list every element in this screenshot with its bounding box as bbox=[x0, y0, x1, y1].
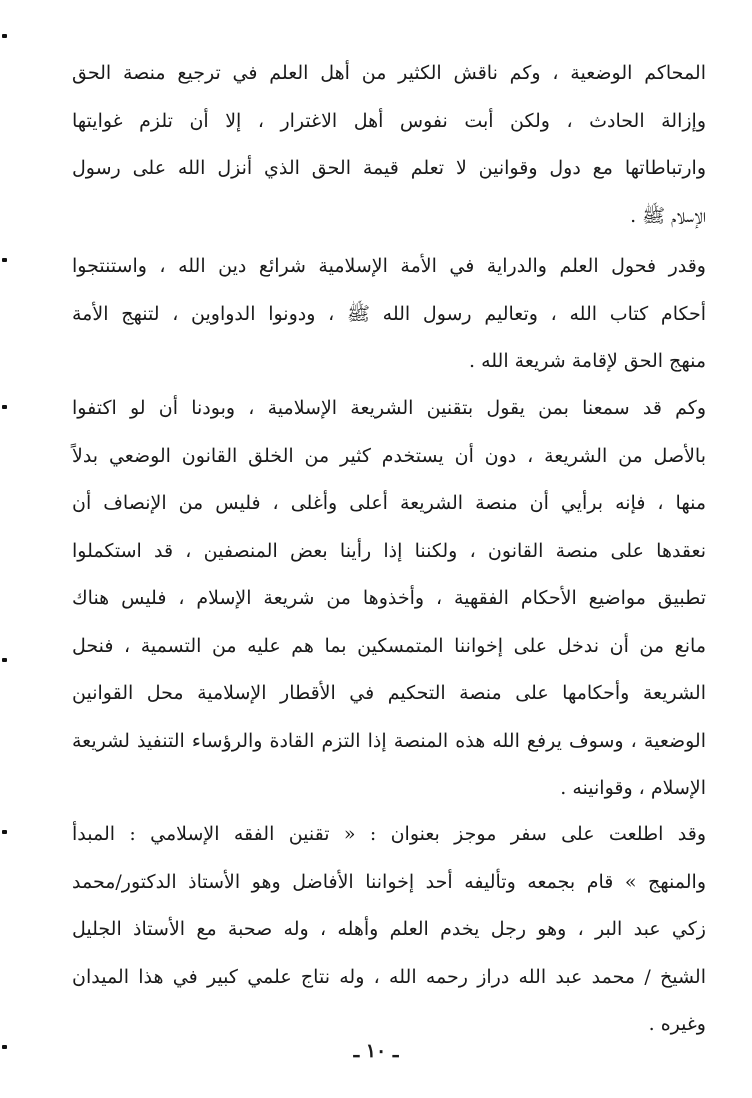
text-line: الوضعية ، وسوف يرفع الله هذه المنصة إذا التزم القادة والرؤساء التنفيذ لشريعة bbox=[72, 729, 706, 752]
text-line: المحاكم الوضعية ، وكم ناقش الكثير من أهل العلم في ترجيع منصة الحق bbox=[72, 62, 706, 84]
text-line: زكي عبد البر ، وهو رجل يخدم العلم وأهله ، وله صحبة مع الأستاذ الجليل bbox=[72, 918, 706, 940]
text-line: الإسلام ، وقوانينه . bbox=[560, 777, 706, 799]
text-line: الشريعة وأحكامها على منصة التحكيم في الأقطار الإسلامية محل القوانين bbox=[72, 682, 706, 704]
text-line: مانع من أن ندخل على إخواننا المتمسكين بما هم عليه من التسمية ، فنحل bbox=[72, 634, 706, 657]
text-line: وإزالة الحادث ، ولكن أبت نفوس أهل الاغترار ، إلا أن تلزم غوايتها bbox=[72, 109, 706, 132]
text-line: وكم قد سمعنا بمن يقول بتقنين الشريعة الإسلامية ، وبودنا أن لو اكتفوا bbox=[72, 397, 706, 419]
paragraph-2 bbox=[72, 243, 706, 386]
paragraph-3 bbox=[72, 385, 706, 813]
text-line: منهج الحق لإقامة شريعة الله . bbox=[468, 350, 706, 372]
text-line: الإسلام ﷺ . bbox=[630, 204, 706, 227]
paragraph-1 bbox=[72, 50, 706, 240]
margin-mark bbox=[2, 34, 7, 38]
text-line: بالأصل من الشريعة ، دون أن يستخدم كثير من الخلق القانون الوضعي بدلاً bbox=[72, 444, 706, 467]
text-line: وقد اطلعت على سفر موجز بعنوان : « تقنين الفقه الإسلامي : المبدأ bbox=[72, 823, 706, 845]
margin-mark bbox=[2, 405, 7, 409]
text-line: منها ، فإنه برأيي أن منصة الشريعة أعلى وأغلى ، فليس من الإنصاف أن bbox=[72, 492, 706, 514]
text-line: والمنهج » قام بجمعه وتأليفه أحد إخواننا الأفاضل وهو الأستاذ الدكتور/محمد bbox=[72, 870, 706, 893]
text-line: تطبيق مواضيع الأحكام الفقهية ، وأخذوها من شريعة الإسلام ، فليس هناك bbox=[72, 587, 706, 609]
text-line: وغيره . bbox=[648, 1013, 706, 1035]
text-line: وقدر فحول العلم والدراية في الأمة الإسلامية شرائع دين الله ، واستنتجوا bbox=[72, 255, 706, 277]
margin-mark bbox=[2, 258, 7, 262]
margin-mark bbox=[2, 830, 7, 834]
text-line: نعقدها على منصة القانون ، ولكننا إذا رأينا بعض المنصفين ، قد استكملوا bbox=[72, 539, 706, 562]
paragraph-4 bbox=[72, 811, 706, 1049]
text-line: الشيخ / محمد عبد الله دراز رحمه الله ، وله نتاج علمي كبير في هذا الميدان bbox=[72, 965, 706, 988]
text-line: أحكام كتاب الله ، وتعاليم رسول الله ﷺ ، ودونوا الدواوين ، لتنهج الأمة bbox=[72, 302, 706, 325]
margin-mark bbox=[2, 658, 7, 662]
page-number: ـ ١٠ ـ bbox=[353, 1040, 399, 1062]
text-line: وارتباطاتها مع دول وقوانين لا تعلم قيمة الحق الذي أنزل الله على رسول bbox=[72, 157, 706, 179]
